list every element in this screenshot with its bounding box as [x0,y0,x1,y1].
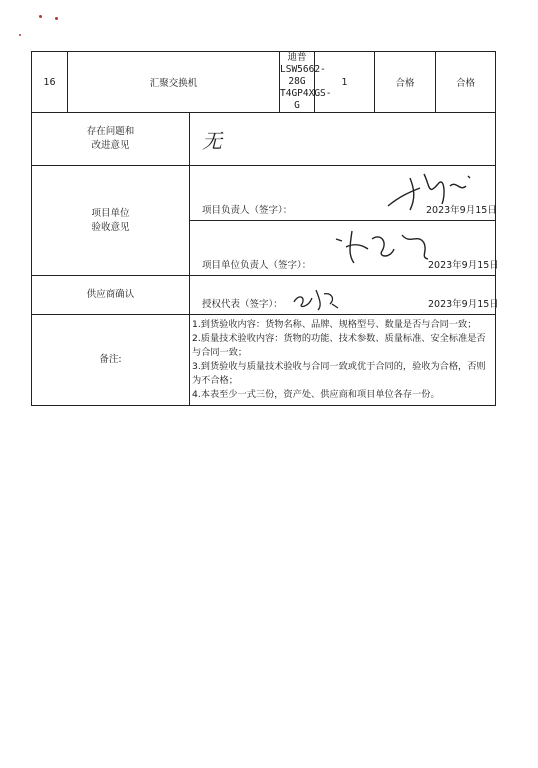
item-result-2: 合格 [436,52,496,113]
ink-speck [39,15,42,18]
item-model [280,52,332,113]
ink-speck [19,34,21,36]
issues-content [190,113,496,166]
remark-item-4: 4.本表至少一式三份，资产处、供应商和项目单位各存一份。 [192,389,440,400]
project-acceptance-label: 项目单位 验收意见 [32,166,190,276]
item-name: 汇聚交换机 [68,52,280,113]
remark-item-1: 1.到货验收内容：货物名称、品牌、规格型号、数量是否与合同一致； [192,319,477,330]
project-leader-sign-label: 项目负责人（签字）： [202,205,293,216]
handwritten-none: 无 [202,129,222,153]
item-quantity: 1 [315,52,375,113]
project-leader-sign-date: 2023年9月15日 [426,205,497,216]
ink-speck [55,17,58,20]
supplier-row [32,276,496,315]
item-model-line1: 迪普LSW5662-28G [280,52,326,87]
remarks-content [190,315,496,406]
unit-leader-sign-label: 项目单位负责人（签字）： [202,260,312,271]
acceptance-table [31,51,499,406]
issues-row [32,113,496,166]
issues-label: 存在问题和 改进意见 [32,113,190,166]
remarks-row [32,315,496,406]
item-result-1: 合格 [375,52,436,113]
supplier-sign-date: 2023年9月15日 [428,299,499,310]
item-number: 16 [32,52,68,113]
project-sign-row-1 [32,166,496,221]
item-row [32,52,496,113]
supplier-sign-label: 授权代表（签字）： [202,299,283,310]
supplier-label: 供应商确认 [32,276,190,315]
supplier-signature [288,282,348,312]
project-leader-sign-cell [190,166,496,221]
supplier-sign-cell [190,276,499,315]
remark-item-3: 3.到货验收与质量技术验收与合同一致或优于合同的，验收为合格，否则为不合格； [192,361,486,386]
remark-item-2: 2.质量技术验收内容：货物的功能、技术参数、质量标准、安全标准是否与合同一致； [192,333,486,358]
item-model-line2: T4GP4XGS-G [280,88,332,111]
unit-leader-sign-date: 2023年9月15日 [428,260,499,271]
unit-leader-sign-cell [190,221,499,276]
remarks-label: 备注: [32,315,190,406]
